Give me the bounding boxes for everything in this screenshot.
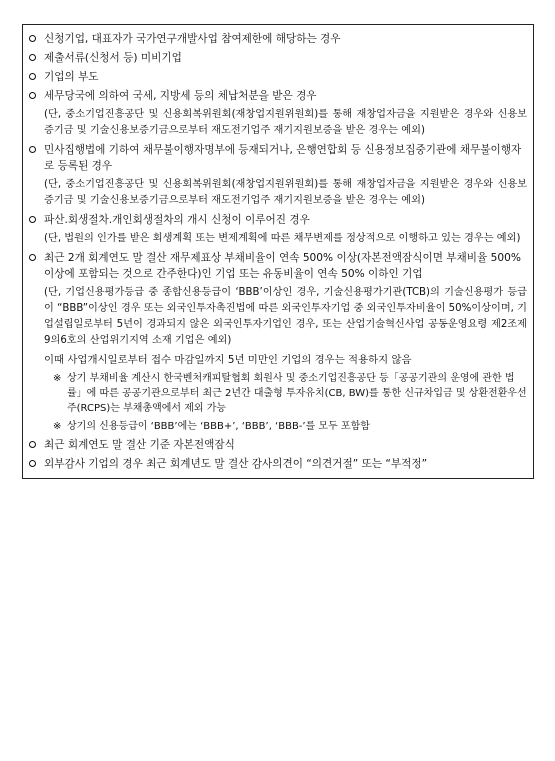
- list-item: [29, 437, 527, 453]
- item-text: 제출서류(신청서 등) 미비기업: [44, 52, 182, 64]
- item-text: 민사집행법에 기하여 채무불이행자명부에 등재되거나, 은행연합회 등 신용정보집중기관에 채무불이행자로 등록된 경우: [44, 144, 522, 172]
- circle-bullet-icon: [29, 54, 36, 61]
- item-text: 최근 2개 회계연도 말 결산 재무제표상 부채비율이 연속 500% 이상(자본전액잠식이면 부채비율 500% 이상에 포함되는 것으로 간주한다)인 기업 또는 유동비율이 연속 50% 이하인 기업: [44, 252, 521, 280]
- eligibility-criteria-box: [22, 24, 534, 479]
- item-text: 외부감사 기업의 경우 최근 회계년도 말 결산 감사의견이 “의견거절” 또는 “부적정”: [44, 458, 428, 470]
- reference-note-text: 상기 부채비율 계산시 한국벤처캐피탈협회 회원사 및 중소기업진흥공단 등「공공기관의 운영에 관한 법률」에 따른 공공기관으로부터 최근 2년간 대출형 투자유치(CB, BW)를 통한 신규차입금 및 상환전환우선주(RCPS)는 부채총액에서 제외 가능: [67, 373, 527, 414]
- list-item: [29, 69, 527, 85]
- list-item: [29, 88, 527, 104]
- applicability-note: 이때 사업개시일로부터 접수 마감일까지 5년 미만인 기업의 경우는 적용하지 않음: [44, 354, 412, 366]
- circle-bullet-icon: [29, 254, 36, 261]
- exception-note: (단, 중소기업진흥공단 및 신용회복위원회(재창업지원위원회)를 통해 재창업자금을 지원받은 경우와 신용보증기금 및 기술신용보증기금으로부터 재도전기업주 재기지원보증을 받은 경우는 예외): [44, 109, 527, 136]
- item-text: 파산.회생절차.개인회생절차의 개시 신청이 이루어진 경우: [44, 214, 310, 226]
- list-item: [29, 456, 527, 472]
- circle-bullet-icon: [29, 146, 36, 153]
- item-text: 최근 회계연도 말 결산 기준 자본전액잠식: [44, 439, 235, 451]
- reference-mark: ※: [53, 421, 62, 432]
- circle-bullet-icon: [29, 216, 36, 223]
- item-text: 세무당국에 의하여 국세, 지방세 등의 체납처분을 받은 경우: [44, 90, 317, 102]
- list-item: [29, 142, 527, 174]
- circle-bullet-icon: [29, 35, 36, 42]
- list-item: [29, 212, 527, 228]
- circle-bullet-icon: [29, 441, 36, 448]
- circle-bullet-icon: [29, 92, 36, 99]
- list-item: [29, 31, 527, 47]
- circle-bullet-icon: [29, 460, 36, 467]
- exception-note: (단, 기업신용평가등급 중 종합신용등급이 ‘BBB’이상인 경우, 기술신용평가기관(TCB)의 기술신용평가 등급이 “BBB”이상인 경우 또는 외국인투자촉진법에 따른 외국인투자기업 중 외국인투자비율이 50%이상이며, 기업설립일로부터 5년이 경과되지 않은 외국인투자기업인 경우, 또는 산업기술혁신사업 공동운영요령 제2조제9의6호의 산업위기지역 소재 기업은 예외): [44, 287, 527, 346]
- reference-note-text: 상기의 신용등급이 ‘BBB’에는 ‘BBB+’, ‘BBB’, ‘BBB-’를 모두 포함함: [67, 421, 370, 432]
- reference-note: [53, 371, 527, 416]
- item-text: 기업의 부도: [44, 71, 99, 83]
- item-text: 신청기업, 대표자가 국가연구개발사업 참여제한에 해당하는 경우: [44, 33, 341, 45]
- reference-note: [53, 419, 527, 434]
- list-item: [29, 250, 527, 282]
- exception-note: (단, 중소기업진흥공단 및 신용회복위원회(재창업지원위원회)를 통해 재창업자금을 지원받은 경우와 신용보증기금 및 기술신용보증기금으로부터 재도전기업주 재기지원보증을 받은 경우는 예외): [44, 179, 527, 206]
- exception-note: (단, 법원의 인가를 받은 회생계획 또는 변제계획에 따른 채무변제를 정상적으로 이행하고 있는 경우는 예외): [44, 233, 521, 244]
- reference-mark: ※: [53, 373, 62, 384]
- list-item: [29, 50, 527, 66]
- circle-bullet-icon: [29, 73, 36, 80]
